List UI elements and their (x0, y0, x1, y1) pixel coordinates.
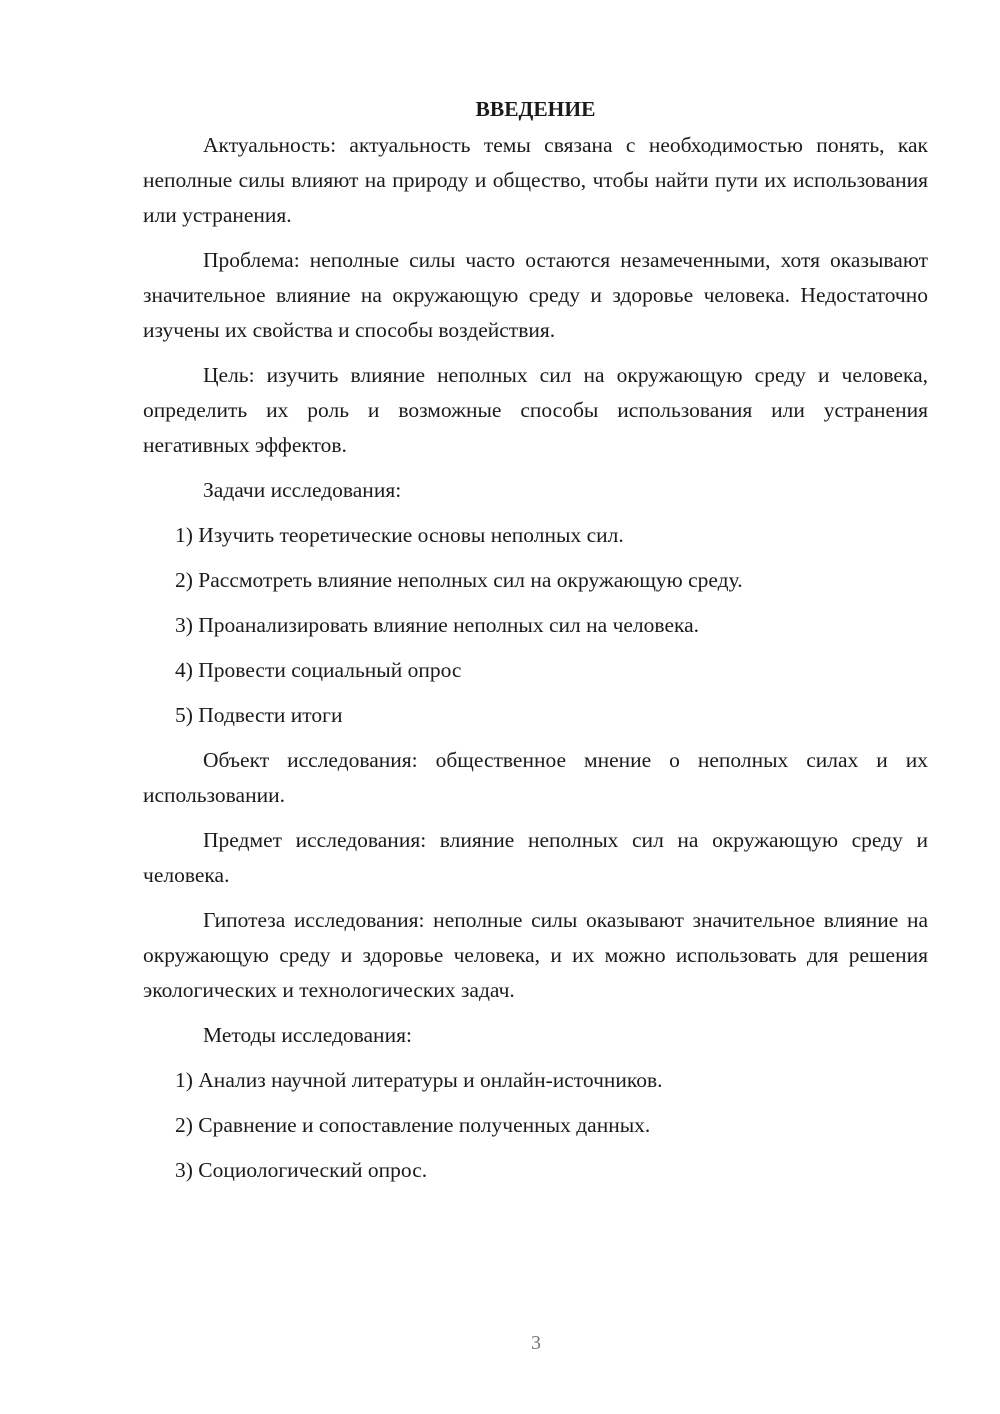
section-title: ВВЕДЕНИЕ (475, 97, 596, 121)
method-item: 1) Анализ научной литературы и онлайн-источников. (175, 1068, 663, 1092)
goal-paragraph: Цель: изучить влияние неполных сил на окружающую среду и человека, определить их роль и возможные способы использования или устранения негативных эффектов. (143, 363, 928, 457)
subject-paragraph: Предмет исследования: влияние неполных сил на окружающую среду и человека. (143, 828, 928, 887)
task-item: 1) Изучить теоретические основы неполных сил. (175, 523, 624, 547)
task-item: 3) Проанализировать влияние неполных сил на человека. (175, 613, 700, 637)
problem-paragraph: Проблема: неполные силы часто остаются незамеченными, хотя оказывают значительное влияние на окружающую среду и здоровье человека. Недостаточно изучены их свойства и способы воздействия. (143, 248, 928, 342)
relevance-paragraph: Актуальность: актуальность темы связана с необходимостью понять, как неполные силы влияют на природу и общество, чтобы найти пути их использования или устранения. (143, 133, 928, 227)
hypothesis-paragraph: Гипотеза исследования: неполные силы оказывают значительное влияние на окружающую среду и здоровье человека, и их можно использовать для решения экологических и технологических задач. (143, 908, 928, 1002)
task-item: 5) Подвести итоги (175, 703, 343, 727)
object-paragraph: Объект исследования: общественное мнение о неполных силах и их использовании. (143, 748, 928, 807)
tasks-heading: Задачи исследования: (203, 478, 402, 502)
task-item: 4) Провести социальный опрос (175, 658, 462, 682)
document-page (143, 92, 928, 1198)
task-item: 2) Рассмотреть влияние неполных сил на окружающую среду. (175, 568, 743, 592)
method-item: 3) Социологический опрос. (175, 1158, 428, 1182)
method-item: 2) Сравнение и сопоставление полученных данных. (175, 1113, 651, 1137)
page-number: 3 (531, 1332, 541, 1354)
methods-heading: Методы исследования: (203, 1023, 412, 1047)
